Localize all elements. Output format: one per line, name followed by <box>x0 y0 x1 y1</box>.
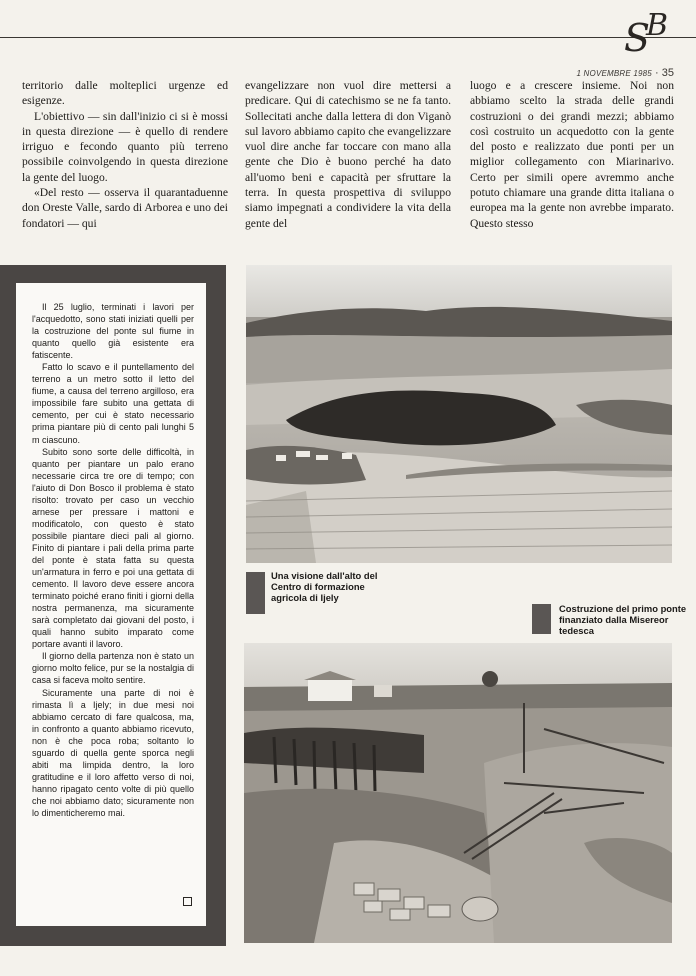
logo-letter-s: S <box>624 16 651 60</box>
caption-text: Una visione dall'alto del Centro di formazione agricola di Ijely <box>271 570 378 603</box>
photo-aerial-view <box>246 265 672 563</box>
sidebar-box <box>0 265 226 946</box>
article-paragraph: «Del resto — osserva il quarantaduenne don Oreste Valle, sardo di Arborea e uno dei fondatori — qui <box>22 186 228 230</box>
issue-date: 1 NOVEMBRE 1985 <box>576 69 652 78</box>
article-paragraph: L'obiettivo — sin dall'inizio ci si è mossi in questa direzione — è quello di rendere irriguo e fecondo quanto più terreno possibile coinvolgendo in questa direzione la gente del luogo. <box>22 109 228 184</box>
photo-bridge-construction <box>244 643 672 943</box>
end-of-article-square <box>183 897 192 906</box>
article-paragraph: evangelizzare non vuol dire mettersi a predicare. Qui di catechismo se ne fa tanto. Sollecitati anche dalla lettera di don Viganò sul lavoro abbiamo capito che evangelizzare vuol dire anche far toccare con mano alla gente che Dio è buono perché ha dato all'uomo beni e capacità per sfruttare la terra. In questa prospettiva di sviluppo siamo impegnati a condividere la vita della gente del <box>245 79 451 230</box>
article-paragraph: luogo e a crescere insieme. Noi non abbiamo scelto la strada delle grandi costruzioni o dei grandi mezzi; abbiamo così costruito un acquedotto con la gente del posto e realizzato due ponti per un miglior collegamento con Miarinarivo. Certo per simili opere avremmo anche potuto chiamare una grande ditta italiana o europea ma la gente non avrebbe imparato. Questo stesso <box>470 79 674 230</box>
article-column-3 <box>470 78 674 231</box>
sidebar-paragraph: Subito sono sorte delle difficoltà, in quanto per piantare un palo erano necessarie circa tre ore di tempo; con l'aiuto di Don Bosco il problema è stato risolto: trovato per caso un vecchio arnese per pressare i mattoni e modificatolo, con questo è stato possibile piantare dieci pali al giorno. Finito di piantare i pali della prima parte del ponte è stata fatta su questa un'armatura in ferro e poi una gettata di cemento. Il lavoro deve essere ancora terminato poiché erano finiti i giorni della nostra permanenza, ma sicuramente sarà completato dai giovani del posto, i quali hanno subito imparato come portare avanti il lavoro. <box>32 446 194 650</box>
sidebar-paragraph: Il giorno della partenza non è stato un giorno molto felice, pur se la nostalgia di casa si faceva molto sentire. <box>32 651 194 686</box>
caption-marker <box>246 572 265 614</box>
sidebar-box-panel <box>16 283 206 926</box>
article-column-1 <box>22 78 228 231</box>
page-number: · 35 <box>655 67 674 79</box>
caption-text: Costruzione del primo ponte finanziato dalla Misereor tedesca <box>559 603 687 636</box>
header-rule <box>0 37 696 38</box>
magazine-logo <box>624 8 684 60</box>
article-paragraph: territorio dalle molteplici urgenze ed esigenze. <box>22 79 228 108</box>
sidebar-paragraph: Sicuramente una parte di noi è rimasta lì a Ijely; in due mesi noi abbiamo cercato di fare qualcosa, ma, in confronto a quanto abbiamo ricevuto, non è che poca roba; soltanto lo sguardo di quella gente sporca negli abiti ma limpida dentro, la loro gratitudine e il loro affetto verso di noi, hanno ripagato cento volte di più quello che noi abbiamo dato; sicuramente non lo dimenticheremo mai. <box>32 687 194 818</box>
sidebar-box-text <box>32 301 194 819</box>
sidebar-paragraph: Fatto lo scavo e il puntellamento del terreno a un metro sotto il letto del fiume, a causa del terreno argilloso, era impossibile fare subito una gettata di cemento, per cui è stato necessario prima piantare più di cento pali lunghi 5 m ciascuno. <box>32 362 194 445</box>
sidebar-paragraph: Il 25 luglio, terminati i lavori per l'acquedotto, sono stati iniziati quelli per la costruzione del ponte sul fiume in quanto quello già esistente era fatiscente. <box>32 302 194 361</box>
caption-marker <box>532 604 551 634</box>
article-column-2 <box>245 78 451 231</box>
logo-letter-b: B <box>646 8 669 43</box>
